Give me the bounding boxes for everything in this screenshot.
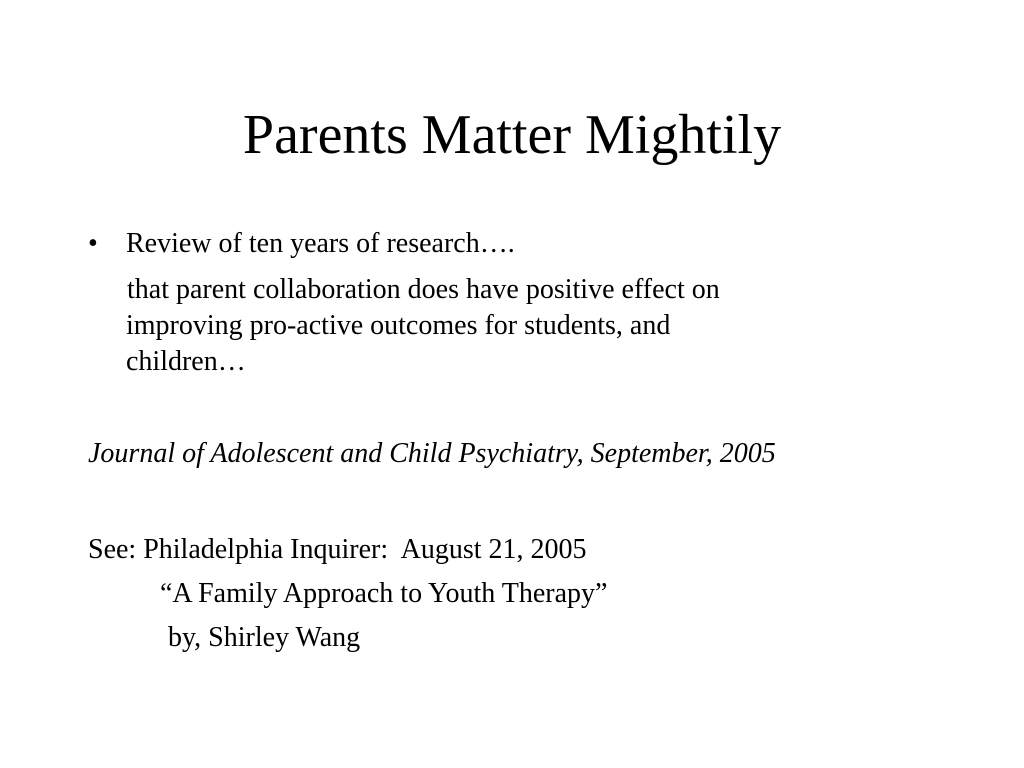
see-also-byline: by, Shirley Wang <box>168 622 361 653</box>
continuation-line-1: that parent collaboration does have positive effect on <box>120 274 720 305</box>
continuation-line-2: improving pro-active outcomes for students, and <box>126 310 671 341</box>
slide-title: Parents Matter Mightily <box>242 104 782 166</box>
journal-citation: Journal of Adolescent and Child Psychiatry, September, 2005 <box>88 438 776 469</box>
continuation-line-3: children… <box>126 346 246 377</box>
bullet-continuation <box>88 272 968 380</box>
bullet-icon: • <box>88 228 98 259</box>
bullet-lead-text: Review of ten years of research…. <box>126 228 515 259</box>
see-also-block <box>88 528 607 660</box>
see-also-source: See: Philadelphia Inquirer: August 21, 2005 <box>88 534 587 565</box>
see-also-article-title: “A Family Approach to Youth Therapy” <box>160 578 608 609</box>
slide-body <box>88 226 968 380</box>
bullet-item <box>88 226 968 262</box>
